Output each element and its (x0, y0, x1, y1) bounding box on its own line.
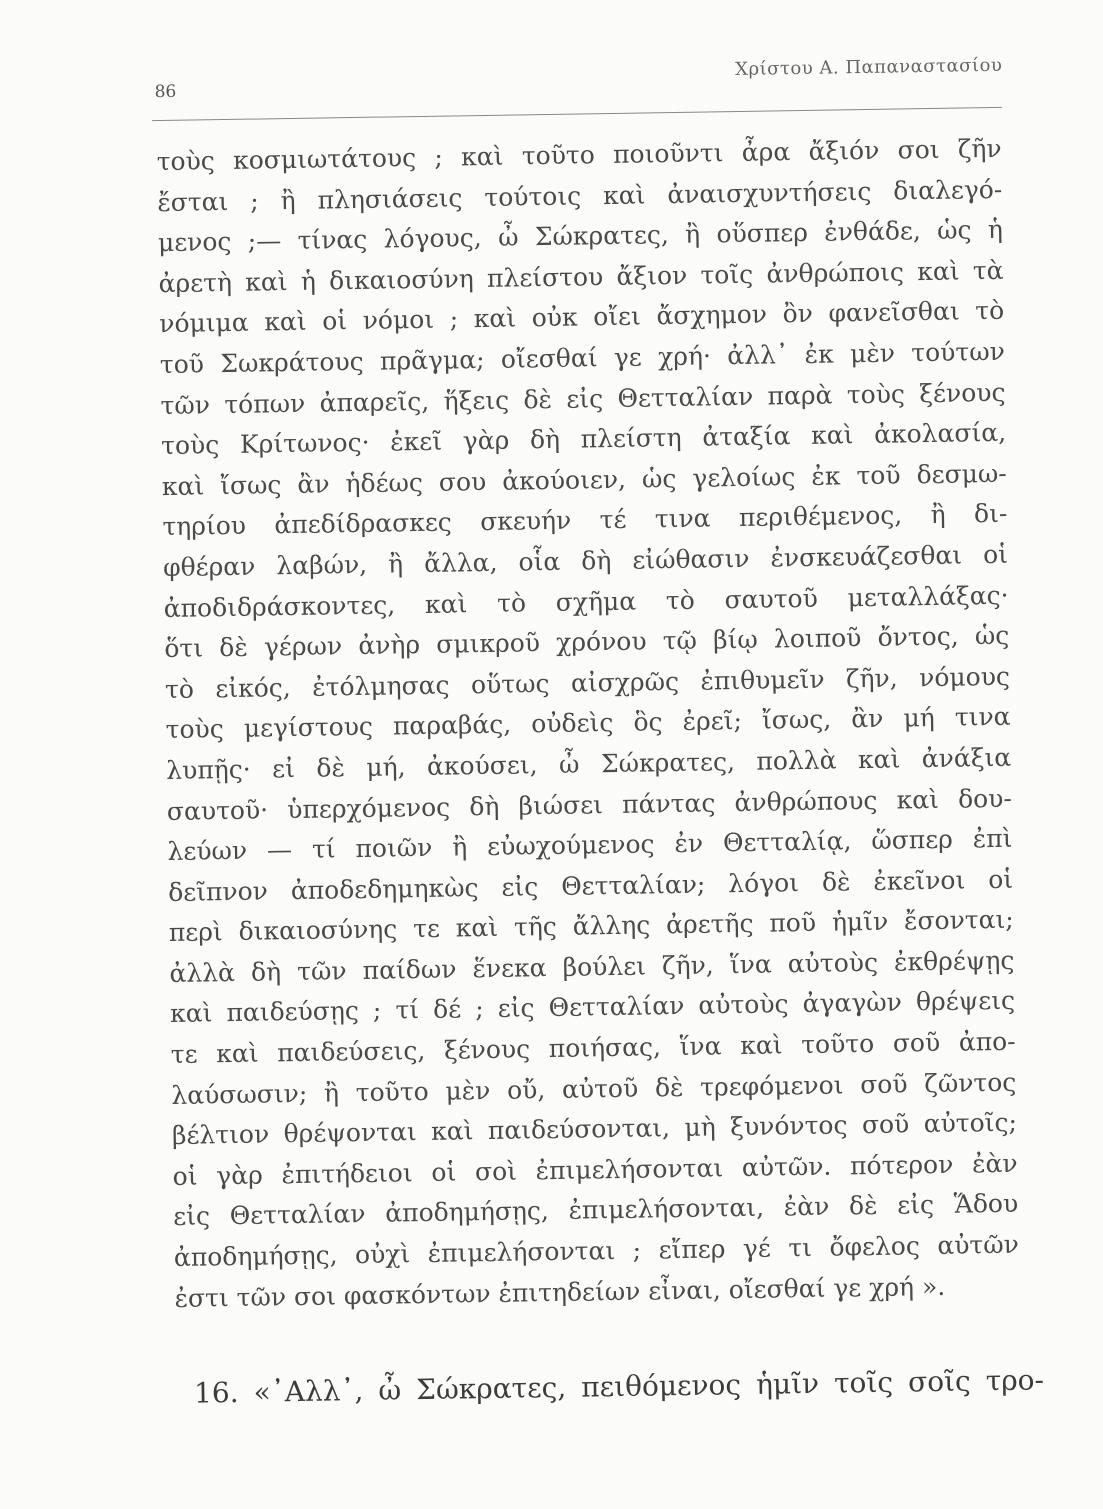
text-line: φθέραν λαβών, ἢ ἄλλα, οἷα δὴ εἰώθασιν ἐνσκευάζεσθαι οἱ (162, 539, 1009, 582)
page-number: 86 (154, 81, 177, 103)
text-line: τοὺς κοσμιωτάτους ; καὶ τοῦτο ποιοῦντι ἆρα ἄξιόν σοι ζῆν (156, 133, 1002, 177)
text-line: τοὺς Κρίτωνος· ἐκεῖ γὰρ δὴ πλείστη ἀταξία καὶ ἀκολασία, (160, 417, 1007, 461)
text-line: λυπῇς· εἰ δὲ μή, ἀκούσει, ὦ Σώκρατες, πολλὰ καὶ ἀνάξια (166, 742, 1012, 785)
text-line: νόμιμα καὶ οἱ νόμοι ; καὶ οὐκ οἴει ἄσχημον ὂν φανεῖσθαι τὸ (159, 296, 1005, 339)
text-line: μενος ;— τίνας λόγους, ὦ Σώκρατες, ἢ οὕσπερ ἐνθάδε, ὡς ἡ (157, 215, 1004, 258)
text-line: βέλτιον θρέψονται καὶ παιδεύσονται, μὴ ξυνόντος σοῦ αὐτοῖς; (171, 1107, 1018, 1151)
text-line: οἱ γὰρ ἐπιτήδειοι οἱ σοὶ ἐπιμελήσονται αὐτῶν. πότερον ἐὰν (172, 1148, 1018, 1191)
text-line: δεῖπνον ἀποδεδημηκὼς εἰς Θετταλίαν; λόγοι δὲ ἐκεῖνοι οἱ (167, 864, 1014, 907)
page-header (154, 55, 1003, 108)
text-line: σαυτοῦ· ὑπερχόμενος δὴ βιώσει πάντας ἀνθρώπους καὶ δου- (166, 783, 1013, 826)
text-line: τοὺς μεγίστους παραβάς, οὐδεὶς ὃς ἐρεῖ; ἴσως, ἂν μή τινα (165, 702, 1011, 745)
header-rule (152, 107, 1002, 121)
text-line: ὅτι δὲ γέρων ἀνὴρ σμικροῦ χρόνου τῷ βίῳ λοιποῦ ὄντος, ὡς (164, 620, 1010, 664)
text-line: ἔσται ; ἢ πλησιάσεις τούτοις καὶ ἀναισχυντήσεις διαλεγό- (157, 174, 1003, 217)
text-line: τε καὶ παιδεύσεις, ξένους ποιήσας, ἵνα καὶ τοῦτο σοῦ ἀπο- (170, 1026, 1016, 1070)
text-line: λεύων — τί ποιῶν ἢ εὐωχούμενος ἐν Θετταλίᾳ, ὥσπερ ἐπὶ (167, 823, 1013, 867)
text-line: τὸ εἰκός, ἐτόλμησας οὕτως αἰσχρῶς ἐπιθυμεῖν ζῆν, νόμους (164, 661, 1011, 704)
text-line: καὶ παιδεύσῃς ; τί δέ ; εἰς Θετταλίαν αὐτοὺς ἀγαγὼν θρέψεις (169, 986, 1016, 1029)
text-line: τῶν τόπων ἀπαρεῖς, ἥξεις δὲ εἰς Θετταλίαν παρὰ τοὺς ξένους (160, 377, 1006, 420)
text-line: καὶ ἴσως ἂν ἡδέως σου ἀκούοιεν, ὡς γελοίως ἐκ τοῦ δεσμω- (161, 458, 1007, 501)
text-line: ἀρετὴ καὶ ἡ δικαιοσύνη πλείστου ἄξιον τοῖς ἀνθρώποις καὶ τὰ (158, 255, 1004, 298)
text-line: ἀποδημήσῃς, οὐχὶ ἐπιμελήσονται ; εἴπερ γέ τι ὄφελος αὐτῶν (173, 1229, 1020, 1272)
text-line: λαύσωσιν; ἢ τοῦτο μὲν οὔ, αὐτοῦ δὲ τρεφόμενοι σοῦ ζῶντος (171, 1067, 1017, 1110)
section-16-opening: 16. «᾽Αλλ᾽, ὦ Σώκρατες, πειθόμενος ἡμῖν τοῖς σοῖς τρο- (193, 1363, 1045, 1410)
text-line: ἀποδιδράσκοντες, καὶ τὸ σχῆμα τὸ σαυτοῦ μεταλλάξας· (163, 580, 1009, 623)
text-line: ἀλλὰ δὴ τῶν παίδων ἕνεκα βούλει ζῆν, ἵνα αὐτοὺς ἐκθρέψῃς (169, 945, 1015, 988)
body-text (156, 129, 1019, 1319)
text-line: περὶ δικαιοσύνης τε καὶ τῆς ἄλλης ἀρετῆς ποῦ ἡμῖν ἔσονται; (168, 905, 1014, 948)
running-head: Χρίστου Α. Παπαναστασίου (735, 54, 1003, 81)
text-line: εἰς Θετταλίαν ἀποδημήσῃς, ἐπιμελήσονται, ἐὰν δὲ εἰς Ἅδου (173, 1189, 1019, 1232)
text-line: τηρίου ἀπεδίδρασκες σκευήν τέ τινα περιθέμενος, ἢ δι- (162, 499, 1008, 542)
text-line: ἐστι τῶν σοι φασκόντων ἐπιτηδείων εἶναι, οἴεσθαί γε χρή ». (174, 1271, 946, 1313)
text-line: τοῦ Σωκράτους πρᾶγμα; οἴεσθαί γε χρή· ἀλλ᾽ ἐκ μὲν τούτων (159, 336, 1006, 380)
